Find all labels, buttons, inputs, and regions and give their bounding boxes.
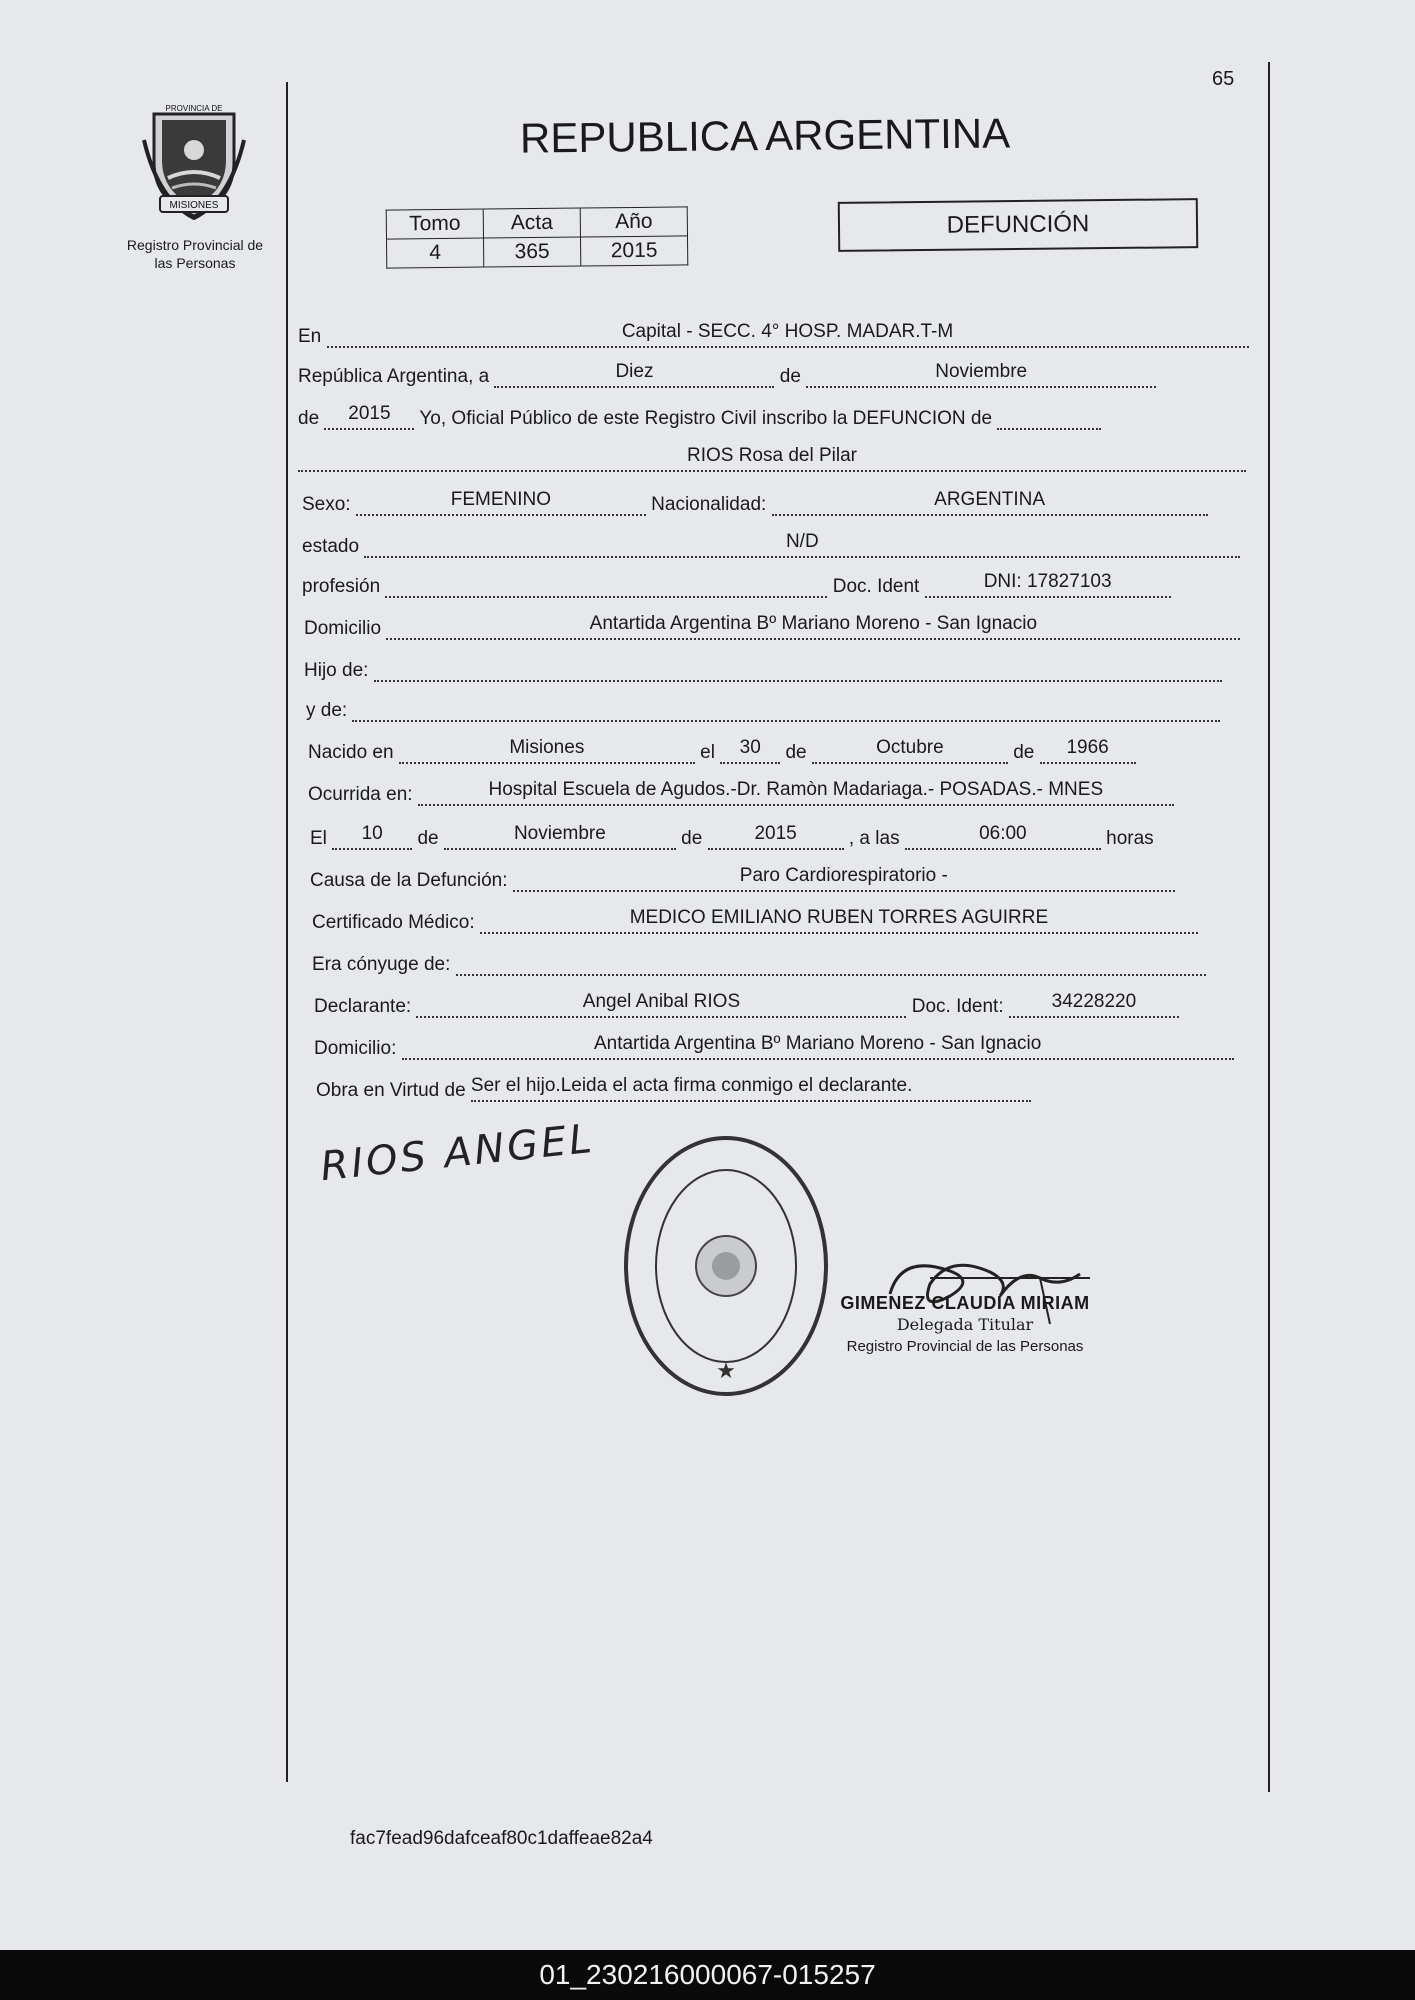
place-field: Capital - SECC. 4° HOSP. MADAR.T-M (327, 322, 1249, 348)
line-declarant: Declarante: Angel Anibal RIOS Doc. Ident: 34228220 (314, 992, 1179, 1018)
line-official: de 2015 Yo, Oficial Público de este Registro Civil inscribo la DEFUNCION de (298, 404, 1101, 430)
line-domicilio: Domicilio Antartida Argentina Bº Mariano Moreno - San Ignacio (304, 614, 1240, 640)
svg-text:PROVINCIA DE: PROVINCIA DE (165, 104, 223, 113)
line-father: Hijo de: (304, 656, 1222, 682)
footer-id-bar: 01_230216000067-015257 (0, 1950, 1415, 2000)
mother-field (352, 696, 1220, 722)
deceased-name-field: RIOS Rosa del Pilar (298, 446, 1246, 472)
line-certificate: Certificado Médico: MEDICO EMILIANO RUBEN TORRES AGUIRRE (312, 908, 1198, 934)
tomo-header: Tomo (386, 209, 483, 239)
estado-field: N/D (364, 532, 1240, 558)
line-cause: Causa de la Defunción: Paro Cardiorespiratorio - (310, 866, 1175, 892)
line-birth: Nacido en Misiones el 30 de Octubre de 1966 (308, 738, 1136, 764)
obra-field: Ser el hijo.Leida el acta firma conmigo el declarante. (471, 1076, 1031, 1102)
official-trailing-field (997, 404, 1101, 430)
official-office: Registro Provincial de las Personas (846, 1338, 1084, 1355)
birth-day-field: 30 (720, 738, 780, 764)
line-date: República Argentina, a Diez de Noviembre (298, 362, 1156, 388)
declarant-doc-field: 34228220 (1009, 992, 1179, 1018)
page-number: 65 (1212, 68, 1235, 90)
day-field: Diez (494, 362, 774, 388)
death-year-field: 2015 (708, 824, 844, 850)
line-obra: Obra en Virtud de Ser el hijo.Leida el acta firma conmigo el declarante. (316, 1076, 1031, 1102)
father-field (374, 656, 1222, 682)
death-day-field: 10 (332, 824, 412, 850)
line-spouse: Era cónyuge de: (312, 950, 1206, 976)
tomo-value: 4 (387, 238, 484, 268)
domicilio-field: Antartida Argentina Bº Mariano Moreno - San Ignacio (386, 614, 1240, 640)
official-signature-block (820, 1292, 1110, 1358)
official-name: GIMENEZ CLAUDIA MIRIAM (840, 1293, 1090, 1313)
svg-text:MISIONES: MISIONES (169, 200, 219, 211)
line-sex: Sexo: FEMENINO Nacionalidad: ARGENTINA (302, 490, 1208, 516)
line-deceased (298, 446, 1246, 472)
nationality-field: ARGENTINA (772, 490, 1208, 516)
birth-month-field: Octubre (812, 738, 1008, 764)
official-role: Delegada Titular (896, 1315, 1034, 1334)
line-declarant-domicilio: Domicilio: Antartida Argentina Bº Mariano Moreno - San Ignacio (314, 1034, 1234, 1060)
line-occurred: Ocurrida en: Hospital Escuela de Agudos.-Dr. Ramòn Madariaga.- POSADAS.- MNES (308, 780, 1174, 806)
registry-name: Registro Provincial de las Personas (126, 237, 264, 271)
month-field: Noviembre (806, 362, 1156, 388)
occurred-field: Hospital Escuela de Agudos.-Dr. Ramòn Madariaga.- POSADAS.- MNES (418, 780, 1174, 806)
deceased-doc-field: DNI: 17827103 (925, 572, 1171, 598)
declarant-field: Angel Anibal RIOS (416, 992, 906, 1018)
line-death-date: El 10 de Noviembre de 2015 , a las 06:00 horas (310, 823, 1154, 849)
document-title: REPUBLICA ARGENTINA (519, 109, 1011, 162)
anio-header: Año (580, 207, 687, 237)
acta-value: 365 (484, 237, 581, 267)
declarant-handwritten-signature: RIOS ANGEL (318, 1115, 597, 1191)
acta-header: Acta (483, 208, 580, 238)
left-margin-rule (286, 82, 288, 1782)
record-table (386, 206, 689, 268)
year-field: 2015 (324, 404, 414, 430)
document-hash: fac7fead96dafceaf80c1daffeae82a4 (350, 1828, 653, 1849)
death-month-field: Noviembre (444, 824, 676, 850)
cause-field: Paro Cardiorespiratorio - (513, 866, 1175, 892)
profession-field (385, 572, 827, 598)
registry-seal-stamp (620, 1132, 832, 1400)
declarant-domicilio-field: Antartida Argentina Bº Mariano Moreno - San Ignacio (402, 1034, 1234, 1060)
anio-value: 2015 (580, 236, 687, 266)
line-estado: estado N/D (302, 532, 1240, 558)
misiones-coat-of-arms-logo (138, 100, 250, 220)
line-place: En Capital - SECC. 4° HOSP. MADAR.T-M (298, 322, 1249, 348)
sex-field: FEMENINO (356, 490, 646, 516)
right-margin-rule (1268, 62, 1270, 1792)
birthplace-field: Misiones (399, 738, 695, 764)
line-profession: profesión Doc. Ident DNI: 17827103 (302, 572, 1171, 598)
spouse-field (456, 950, 1206, 976)
certificate-field: MEDICO EMILIANO RUBEN TORRES AGUIRRE (480, 908, 1198, 934)
svg-text:★: ★ (716, 1358, 736, 1383)
death-time-field: 06:00 (905, 824, 1101, 850)
record-type-box: DEFUNCIÓN (838, 198, 1199, 252)
line-mother: y de: (306, 696, 1220, 722)
birth-year-field: 1966 (1040, 738, 1136, 764)
